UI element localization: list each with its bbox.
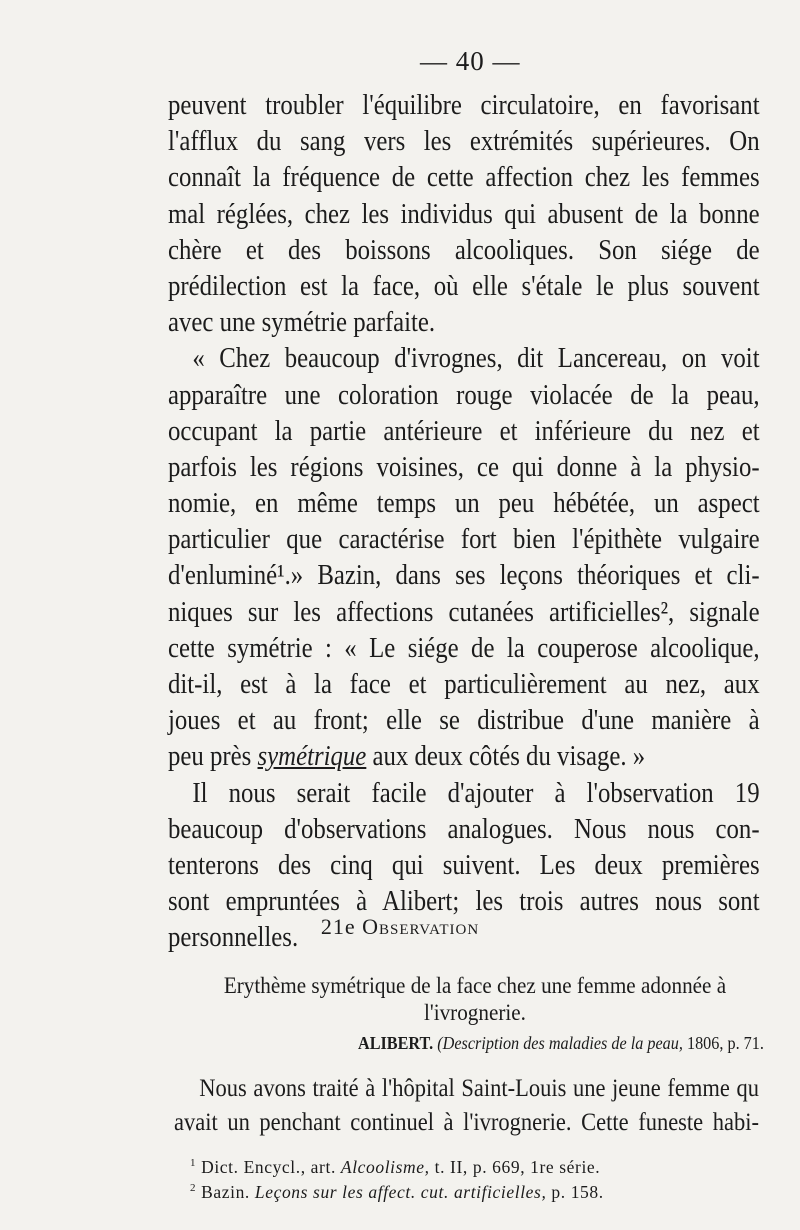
text-line: tenterons des cinq qui suivent. Les deux premières bbox=[168, 849, 760, 881]
observation-subtitle bbox=[217, 972, 732, 1026]
observation-text bbox=[174, 1072, 764, 1140]
text-line: avec une symétrie parfaite. bbox=[168, 307, 436, 339]
footnote-1-post: t. II, p. 669, 1re série. bbox=[434, 1157, 601, 1177]
text-line: Il nous serait facile d'ajouter à l'observation 19 bbox=[192, 777, 760, 809]
footnote-1-work: Alcoolisme, bbox=[340, 1157, 430, 1177]
text-line: personnelles. bbox=[168, 922, 299, 954]
footnote-2-post: p. 158. bbox=[551, 1182, 604, 1202]
observation-number: 21e bbox=[320, 914, 356, 939]
observation-subtitle-line2: l'ivrognerie. bbox=[424, 1000, 526, 1025]
text-line: occupant la partie antérieure et inférieure du nez et bbox=[168, 415, 760, 447]
text-line: prédilection est la face, où elle s'étale le plus souvent bbox=[168, 270, 760, 302]
footnote-2-pre: Bazin. bbox=[201, 1182, 250, 1202]
source-ref: 1806, p. 71. bbox=[686, 1033, 764, 1053]
text-line: particulier que caractérise fort bien l'épithète vulgaire bbox=[168, 524, 760, 556]
main-text bbox=[168, 88, 760, 957]
text-line: peu près symétrique aux deux côtés du visage. » bbox=[168, 741, 646, 773]
source-author: ALIBERT. bbox=[358, 1033, 434, 1053]
text-line: nomie, en même temps un peu hébétée, un aspect bbox=[168, 488, 760, 520]
footnote-1-pre: Dict. Encycl., art. bbox=[201, 1157, 336, 1177]
observation-line: avait un penchant continuel à l'ivrognerie. Cette funeste habi- bbox=[174, 1109, 759, 1136]
footnote-1-mark: 1 bbox=[190, 1157, 197, 1170]
text-line: niques sur les affections cutanées artificielles², signale bbox=[168, 596, 760, 628]
footnote-2-mark: 2 bbox=[190, 1182, 197, 1195]
footnote-1 bbox=[190, 1157, 600, 1178]
footnote-2 bbox=[190, 1182, 604, 1203]
page-number: — 40 — bbox=[420, 46, 521, 76]
observation-source bbox=[358, 1033, 764, 1054]
text-line: peuvent troubler l'équilibre circulatoire, en favorisant bbox=[168, 90, 760, 121]
text-line: cette symétrie : « Le siége de la couperose alcoolique, bbox=[168, 632, 760, 664]
observation-heading bbox=[0, 914, 800, 940]
emphasis-word: symétrique bbox=[257, 741, 367, 773]
text-line: apparaître une coloration rouge violacée de la peau, bbox=[168, 379, 760, 411]
text-line: chère et des boissons alcooliques. Son siége de bbox=[168, 234, 760, 266]
text-line: d'enluminé¹.» Bazin, dans ses leçons théoriques et cli- bbox=[168, 560, 760, 592]
observation-line: Nous avons traité à l'hôpital Saint-Louis une jeune femme qu bbox=[199, 1075, 759, 1102]
footnote-2-work: Leçons sur les affect. cut. artificielles, bbox=[254, 1182, 547, 1202]
text-line: l'afflux du sang vers les extrémités supérieures. On bbox=[168, 126, 760, 158]
text-line: joues et au front; elle se distribue d'une manière à bbox=[168, 705, 760, 737]
text-line: sont empruntées à Alibert; les trois autres nous sont bbox=[168, 886, 760, 918]
text-line: dit-il, est à la face et particulièrement au nez, aux bbox=[168, 669, 760, 700]
observation-subtitle-line1: Erythème symétrique de la face chez une femme adonnée à bbox=[223, 973, 727, 998]
text-line: « Chez beaucoup d'ivrognes, dit Lancereau, on voit bbox=[192, 343, 760, 375]
text-line: beaucoup d'observations analogues. Nous nous con- bbox=[168, 813, 760, 845]
text-line: mal réglées, chez les individus qui abusent de la bonne bbox=[168, 198, 760, 230]
source-work: (Description des maladies de la peau, bbox=[437, 1033, 683, 1053]
text-line: parfois les régions voisines, ce qui donne à la physio- bbox=[168, 451, 760, 483]
text-line: connaît la fréquence de cette affection chez les femmes bbox=[168, 162, 760, 194]
observation-label: Observation bbox=[362, 914, 480, 939]
